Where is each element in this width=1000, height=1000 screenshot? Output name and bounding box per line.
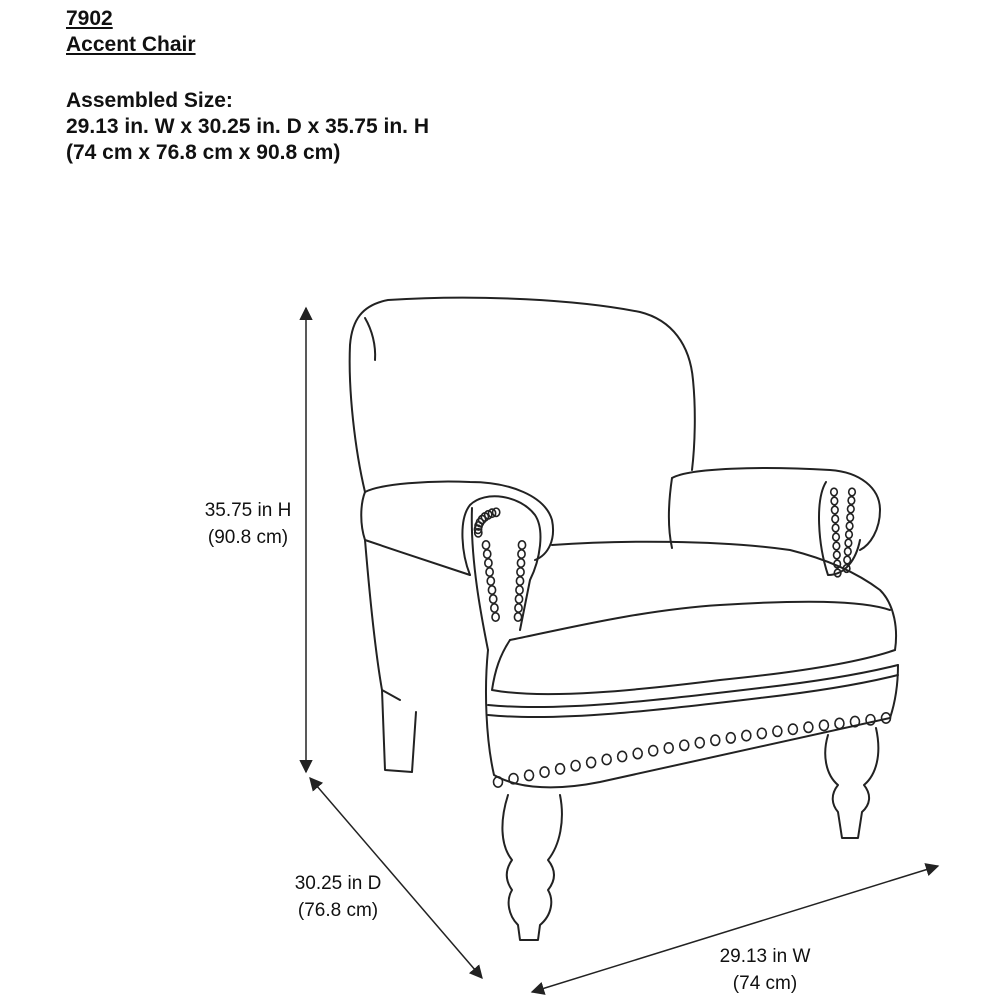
- nailhead: [518, 541, 525, 549]
- product-name: Accent Chair: [66, 33, 196, 56]
- depth-label: [288, 870, 388, 924]
- height-imperial: 35.75 in H: [204, 500, 292, 521]
- nailhead: [525, 770, 534, 780]
- nailhead: [849, 488, 856, 496]
- nailhead: [484, 550, 491, 558]
- nailhead: [845, 539, 852, 547]
- nailhead: [517, 559, 524, 567]
- assembled-size-imperial: 29.13 in. W x 30.25 in. D x 35.75 in. H: [66, 115, 429, 138]
- nailhead: [788, 724, 797, 734]
- assembled-size-metric: (74 cm x 76.8 cm x 90.8 cm): [66, 141, 341, 164]
- depth-imperial: 30.25 in D: [294, 873, 382, 894]
- nailhead: [486, 568, 493, 576]
- height-label: [196, 497, 300, 551]
- nailhead: [832, 515, 839, 523]
- nailhead: [515, 604, 522, 612]
- nailhead: [494, 777, 503, 787]
- chair-outline: [350, 298, 898, 940]
- nailhead: [835, 718, 844, 728]
- nailhead: [834, 551, 841, 559]
- nailhead: [587, 757, 596, 767]
- nailhead: [804, 722, 813, 732]
- nailhead: [515, 595, 522, 603]
- nailhead: [516, 577, 523, 585]
- nailhead: [831, 488, 838, 496]
- width-metric: (74 cm): [732, 973, 798, 994]
- nailhead: [487, 577, 494, 585]
- nailhead: [491, 604, 498, 612]
- nailhead: [845, 548, 852, 556]
- nailhead: [711, 735, 720, 745]
- nailhead: [664, 743, 673, 753]
- nailhead: [540, 767, 549, 777]
- nailhead: [517, 568, 524, 576]
- nailhead: [618, 751, 627, 761]
- nailhead: [832, 524, 839, 532]
- nailhead: [848, 497, 855, 505]
- assembled-size-title: Assembled Size:: [66, 89, 233, 112]
- nailhead: [633, 748, 642, 758]
- nailhead: [485, 559, 492, 567]
- nailhead: [833, 533, 840, 541]
- nailhead: [833, 542, 840, 550]
- nailhead: [757, 728, 766, 738]
- nailhead: [649, 746, 658, 756]
- nailhead: [831, 497, 838, 505]
- nailhead: [516, 586, 523, 594]
- nailhead: [819, 720, 828, 730]
- nailhead: [846, 531, 853, 539]
- model-number: 7902: [66, 7, 113, 30]
- nailhead: [773, 726, 782, 736]
- width-label: [710, 943, 820, 997]
- height-metric: (90.8 cm): [207, 527, 289, 548]
- nailhead: [695, 738, 704, 748]
- nailhead: [492, 613, 499, 621]
- depth-metric: (76.8 cm): [297, 900, 379, 921]
- nailhead: [847, 514, 854, 522]
- nailhead: [844, 556, 851, 564]
- nailhead: [742, 730, 751, 740]
- nailhead: [832, 506, 839, 514]
- nailhead: [726, 733, 735, 743]
- nailhead: [556, 764, 565, 774]
- nailhead: [490, 595, 497, 603]
- nailhead: [518, 550, 525, 558]
- nailhead: [602, 754, 611, 764]
- width-imperial: 29.13 in W: [719, 946, 811, 967]
- nailhead: [680, 740, 689, 750]
- nailhead: [848, 505, 855, 513]
- nailhead: [846, 522, 853, 530]
- nailhead: [488, 586, 495, 594]
- nailhead: [571, 760, 580, 770]
- nailhead: [482, 541, 489, 549]
- nailhead: [866, 715, 875, 725]
- nailhead-trim: [474, 488, 890, 787]
- nailhead: [514, 613, 521, 621]
